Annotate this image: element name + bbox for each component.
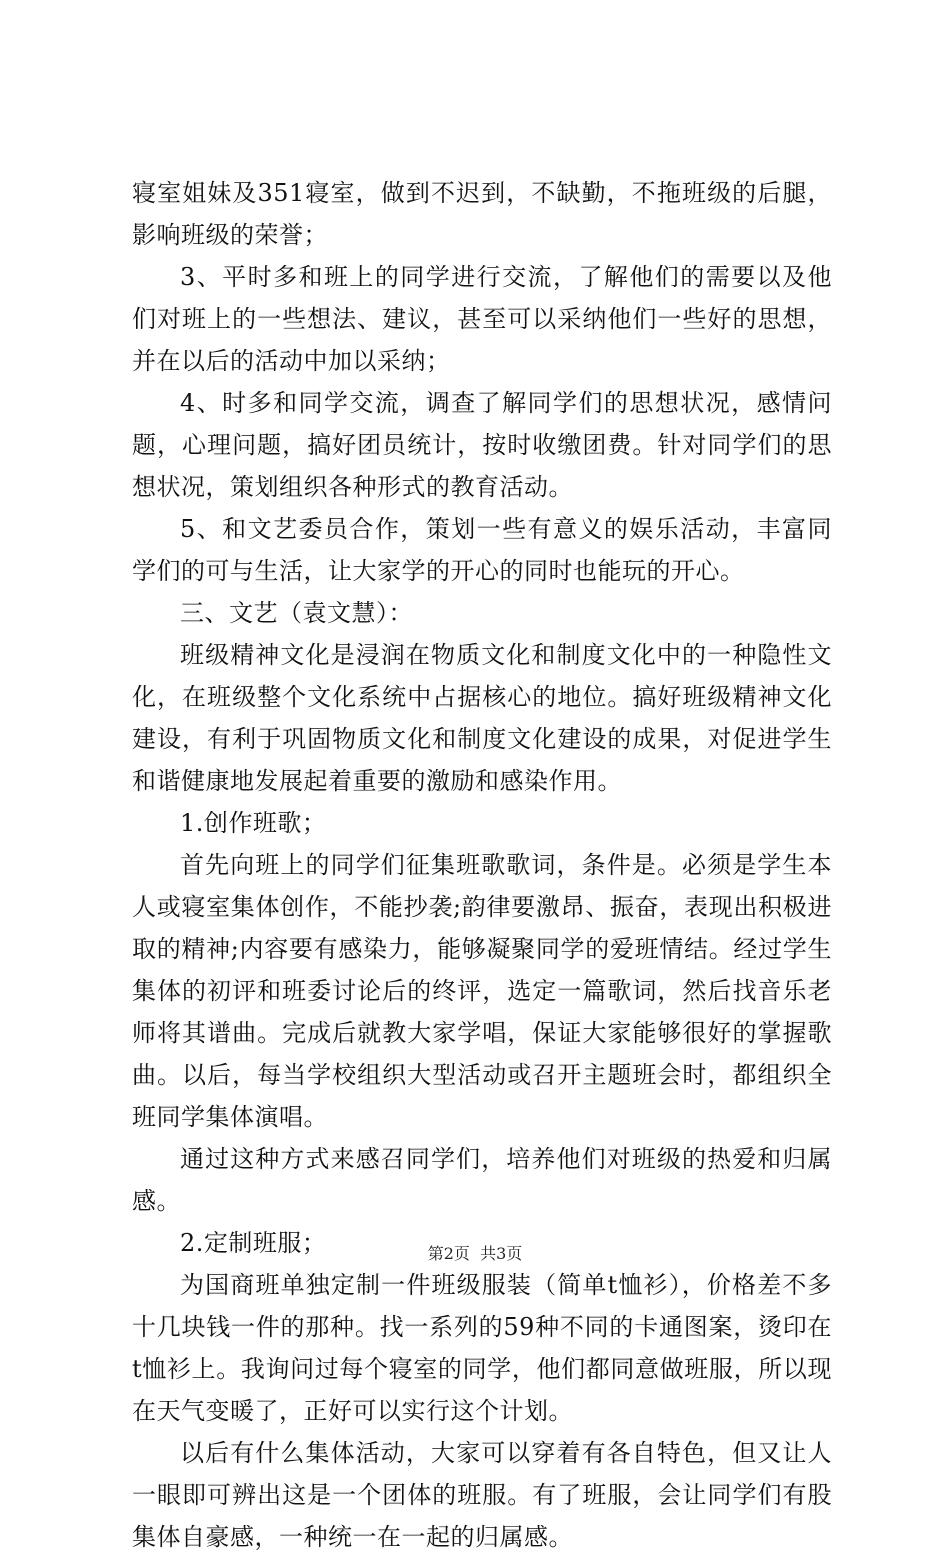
page-number: 第2页	[427, 1244, 470, 1263]
paragraph: 3、平时多和班上的同学进行交流，了解他们的需要以及他们对班上的一些想法、建议，甚至可以采纳他们一些好的思想，并在以后的活动中加以采纳；	[132, 263, 832, 375]
subsection-heading: 2.定制班服；	[180, 1229, 327, 1257]
paragraph: 4、时多和同学交流，调查了解同学们的思想状况，感情问题，心理问题，搞好团员统计，按时收缴团费。针对同学们的思想状况，策划组织各种形式的教育活动。	[132, 389, 832, 501]
paragraph: 寝室姐妹及351寝室，做到不迟到，不缺勤，不拖班级的后腿，影响班级的荣誉；	[132, 179, 832, 249]
paragraph: 班级精神文化是浸润在物质文化和制度文化中的一种隐性文化，在班级整个文化系统中占据核心的地位。搞好班级精神文化建设，有利于巩固物质文化和制度文化建设的成果，对促进学生和谐健康地发展起着重要的激励和感染作用。	[132, 641, 832, 795]
paragraph: 5、和文艺委员合作，策划一些有意义的娱乐活动，丰富同学们的可与生活，让大家学的开心的同时也能玩的开心。	[132, 515, 832, 585]
page-total: 共3页	[480, 1244, 523, 1263]
paragraph: 为国商班单独定制一件班级服装（简单t恤衫），价格差不多十几块钱一件的那种。找一系列的59种不同的卡通图案，烫印在t恤衫上。我询问过每个寝室的同学，他们都同意做班服，所以现在天气变暖了，正好可以实行这个计划。	[132, 1271, 832, 1425]
page-footer	[0, 1244, 950, 1264]
subsection-heading: 1.创作班歌；	[180, 809, 327, 837]
paragraph: 通过这种方式来感召同学们，培养他们对班级的热爱和归属感。	[132, 1145, 832, 1215]
section-heading: 三、文艺（袁文慧）：	[180, 599, 413, 627]
paragraph: 以后有什么集体活动，大家可以穿着有各自特色，但又让人一眼即可辨出这是一个团体的班服。有了班服，会让同学们有股集体自豪感，一种统一在一起的归属感。	[132, 1439, 832, 1551]
paragraph: 首先向班上的同学们征集班歌歌词，条件是。必须是学生本人或寝室集体创作，不能抄袭;韵律要激昂、振奋，表现出积极进取的精神;内容要有感染力，能够凝聚同学的爱班情结。经过学生集体的初评和班委讨论后的终评，选定一篇歌词，然后找音乐老师将其谱曲。完成后就教大家学唱，保证大家能够很好的掌握歌曲。以后，每当学校组织大型活动或召开主题班会时，都组织全班同学集体演唱。	[132, 851, 832, 1131]
document-body	[132, 172, 832, 1558]
